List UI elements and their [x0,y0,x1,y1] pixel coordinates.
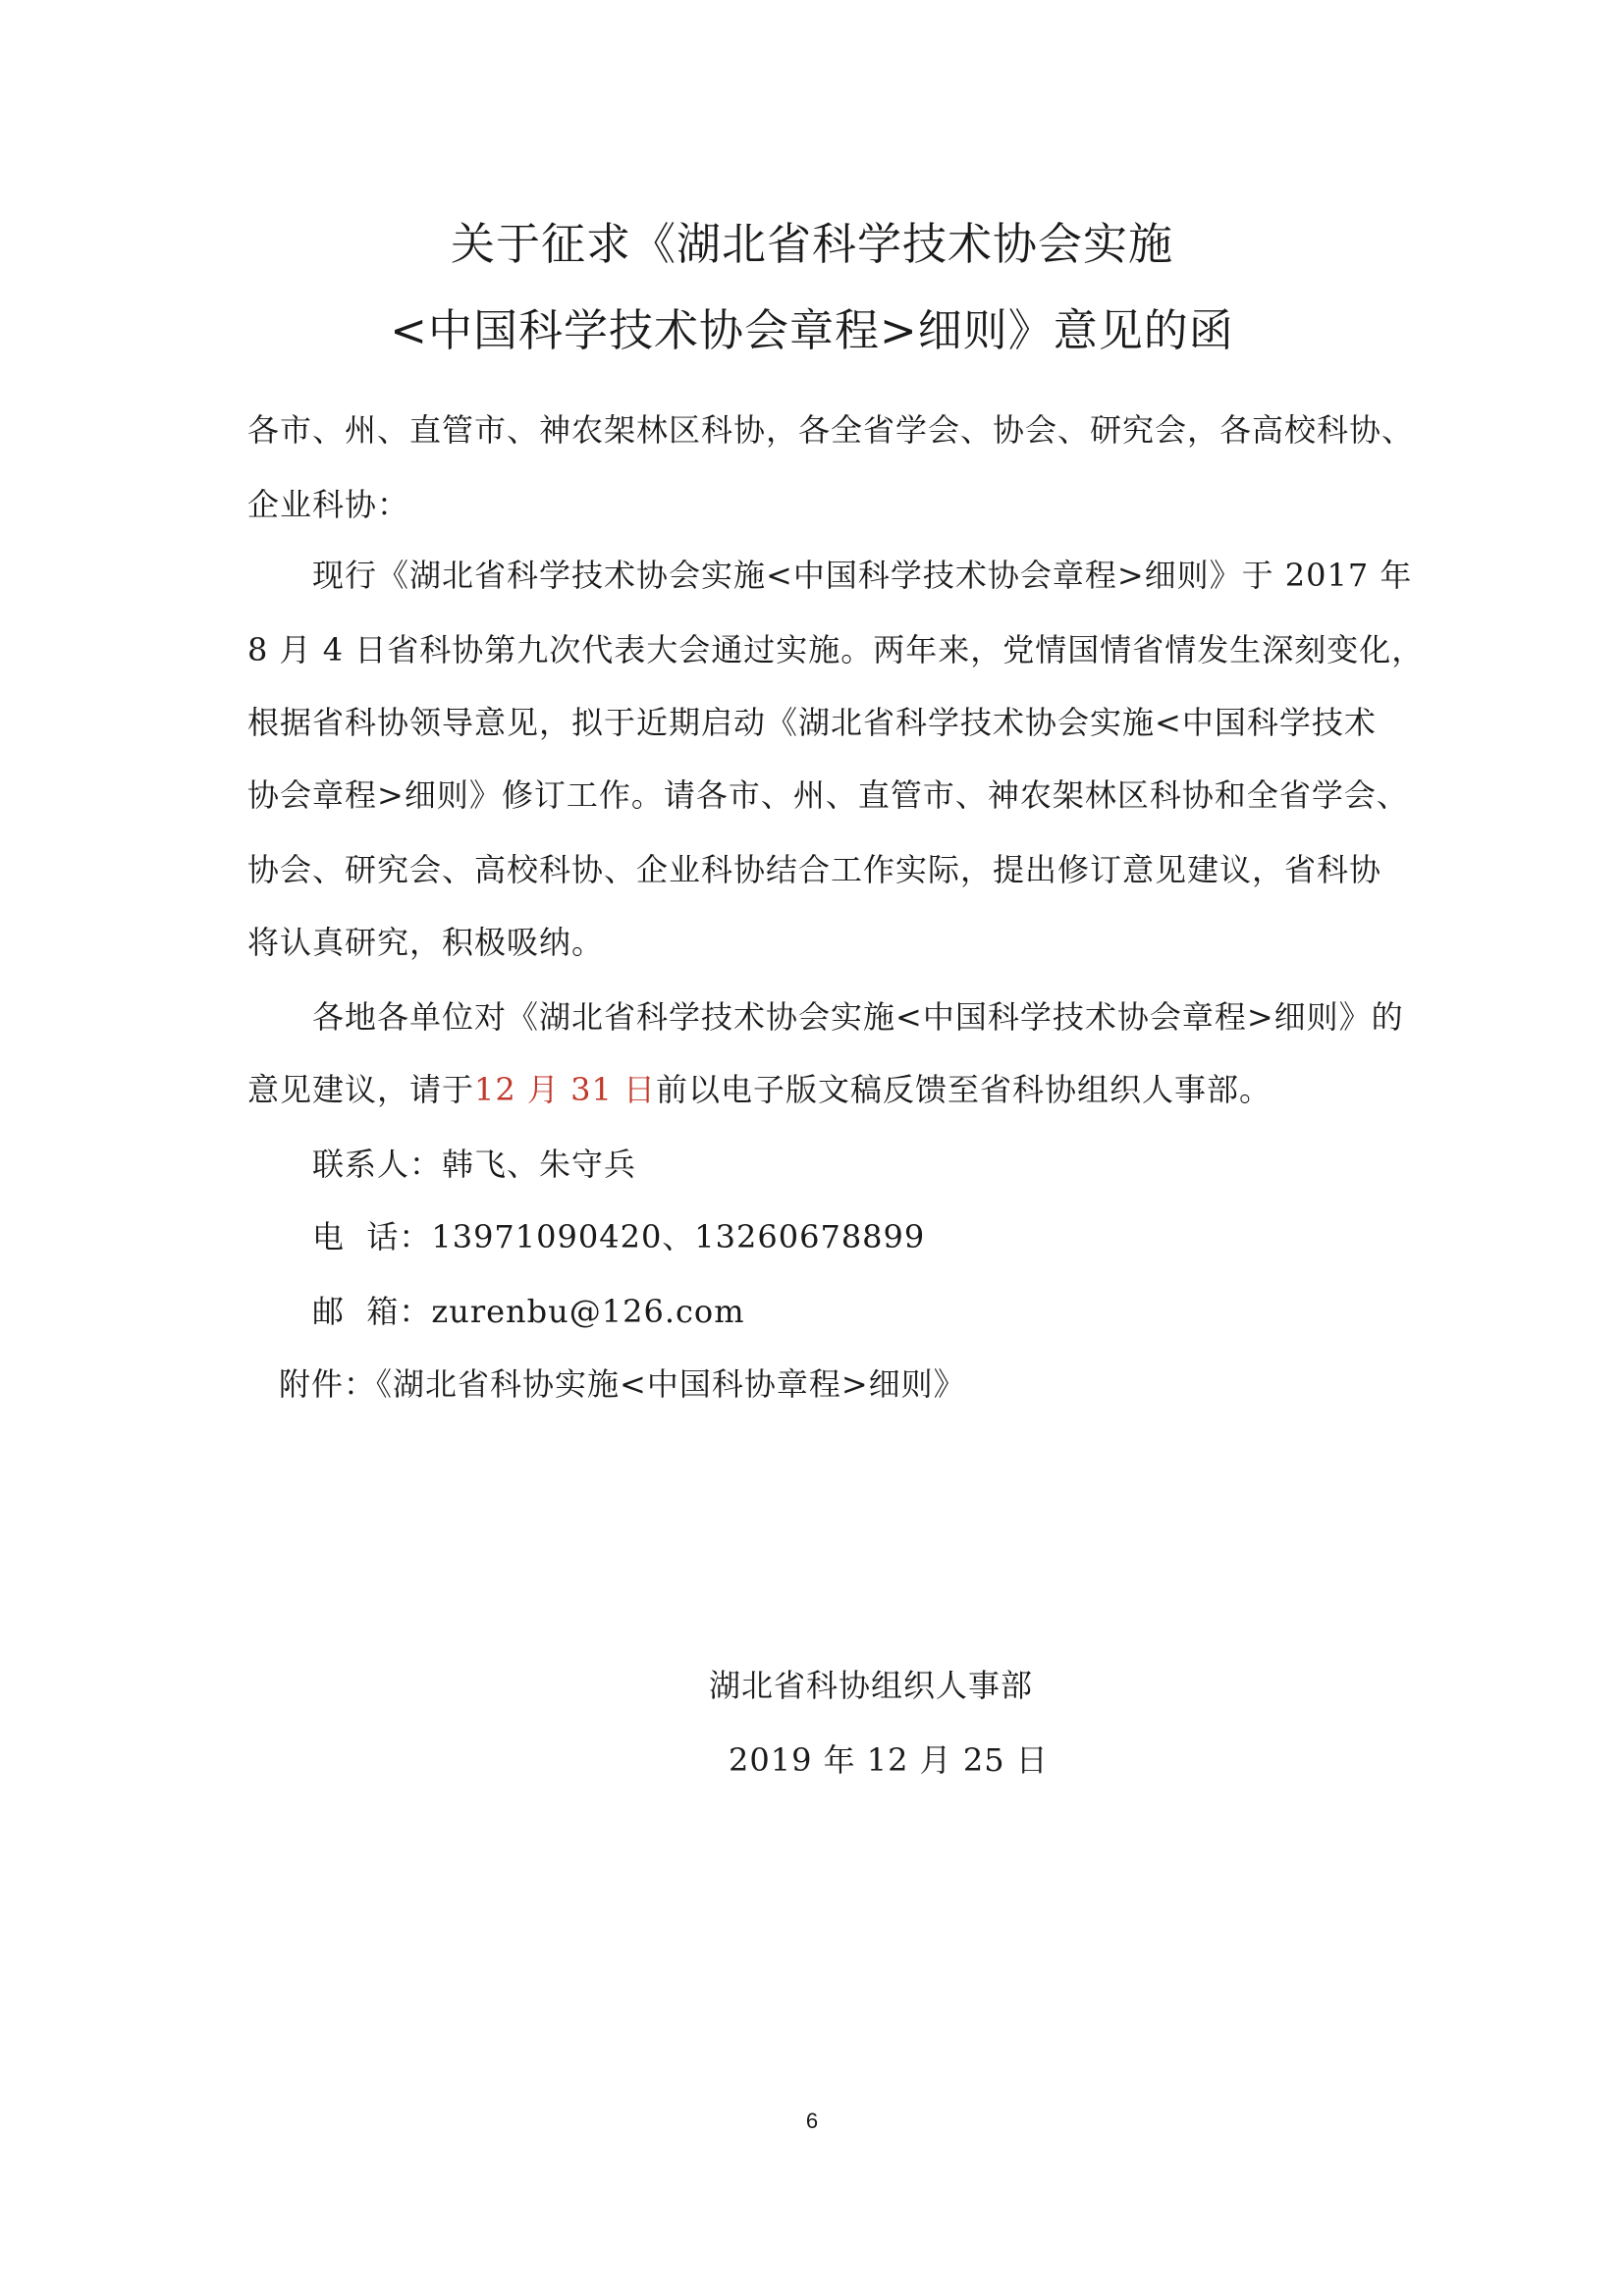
paragraph1-line-5: 协会、研究会、高校科协、企业科协结合工作实际，提出修订意见建议，省科协 [247,851,1382,888]
attachment-line: 附件：《湖北省科协实施<中国科协章程>细则》 [279,1365,966,1403]
contact-phone: 电 话：13971090420、13260678899 [312,1218,926,1255]
paragraph1-line-2: 8 月 4 日省科协第九次代表大会通过实施。两年来，党情国情省情发生深刻变化， [247,631,1425,668]
paragraph1-line-6: 将认真研究，积极吸纳。 [247,924,605,961]
contact-person: 联系人：韩飞、朱守兵 [312,1146,637,1183]
signature-org: 湖北省科协组织人事部 [709,1667,1034,1704]
paragraph1-line-4: 协会章程>细则》修订工作。请各市、州、直管市、神农架林区科协和全省学会、 [247,776,1409,814]
salutation-line-1: 各市、州、直管市、神农架林区科协，各全省学会、协会、研究会，各高校科协、 [247,411,1415,449]
paragraph2-line-2 [247,1070,1272,1109]
salutation-line-2: 企业科协： [247,486,410,523]
title-line-2: <中国科学技术协会章程>细则》意见的函 [390,304,1234,356]
title-line-1: 关于征求《湖北省科学技术协会实施 [450,218,1173,270]
contact-email: 邮 箱：zurenbu@126.com [312,1293,745,1330]
deadline-date: 12 月 31 日 [474,1071,656,1108]
paragraph1-line-3: 根据省科协领导意见，拟于近期启动《湖北省科学技术协会实施<中国科学技术 [247,704,1377,741]
paragraph1-line-1: 现行《湖北省科学技术协会实施<中国科学技术协会章程>细则》于 2017 年 [312,557,1413,594]
signature-date: 2019 年 12 月 25 日 [729,1741,1049,1779]
paragraph2-text-before: 意见建议，请于 [247,1071,475,1108]
paragraph2-text-after: 前以电子版文稿反馈至省科协组织人事部。 [655,1071,1272,1108]
page-number: 6 [805,2109,819,2133]
paragraph2-line-1: 各地各单位对《湖北省科学技术协会实施<中国科学技术协会章程>细则》的 [312,998,1404,1036]
